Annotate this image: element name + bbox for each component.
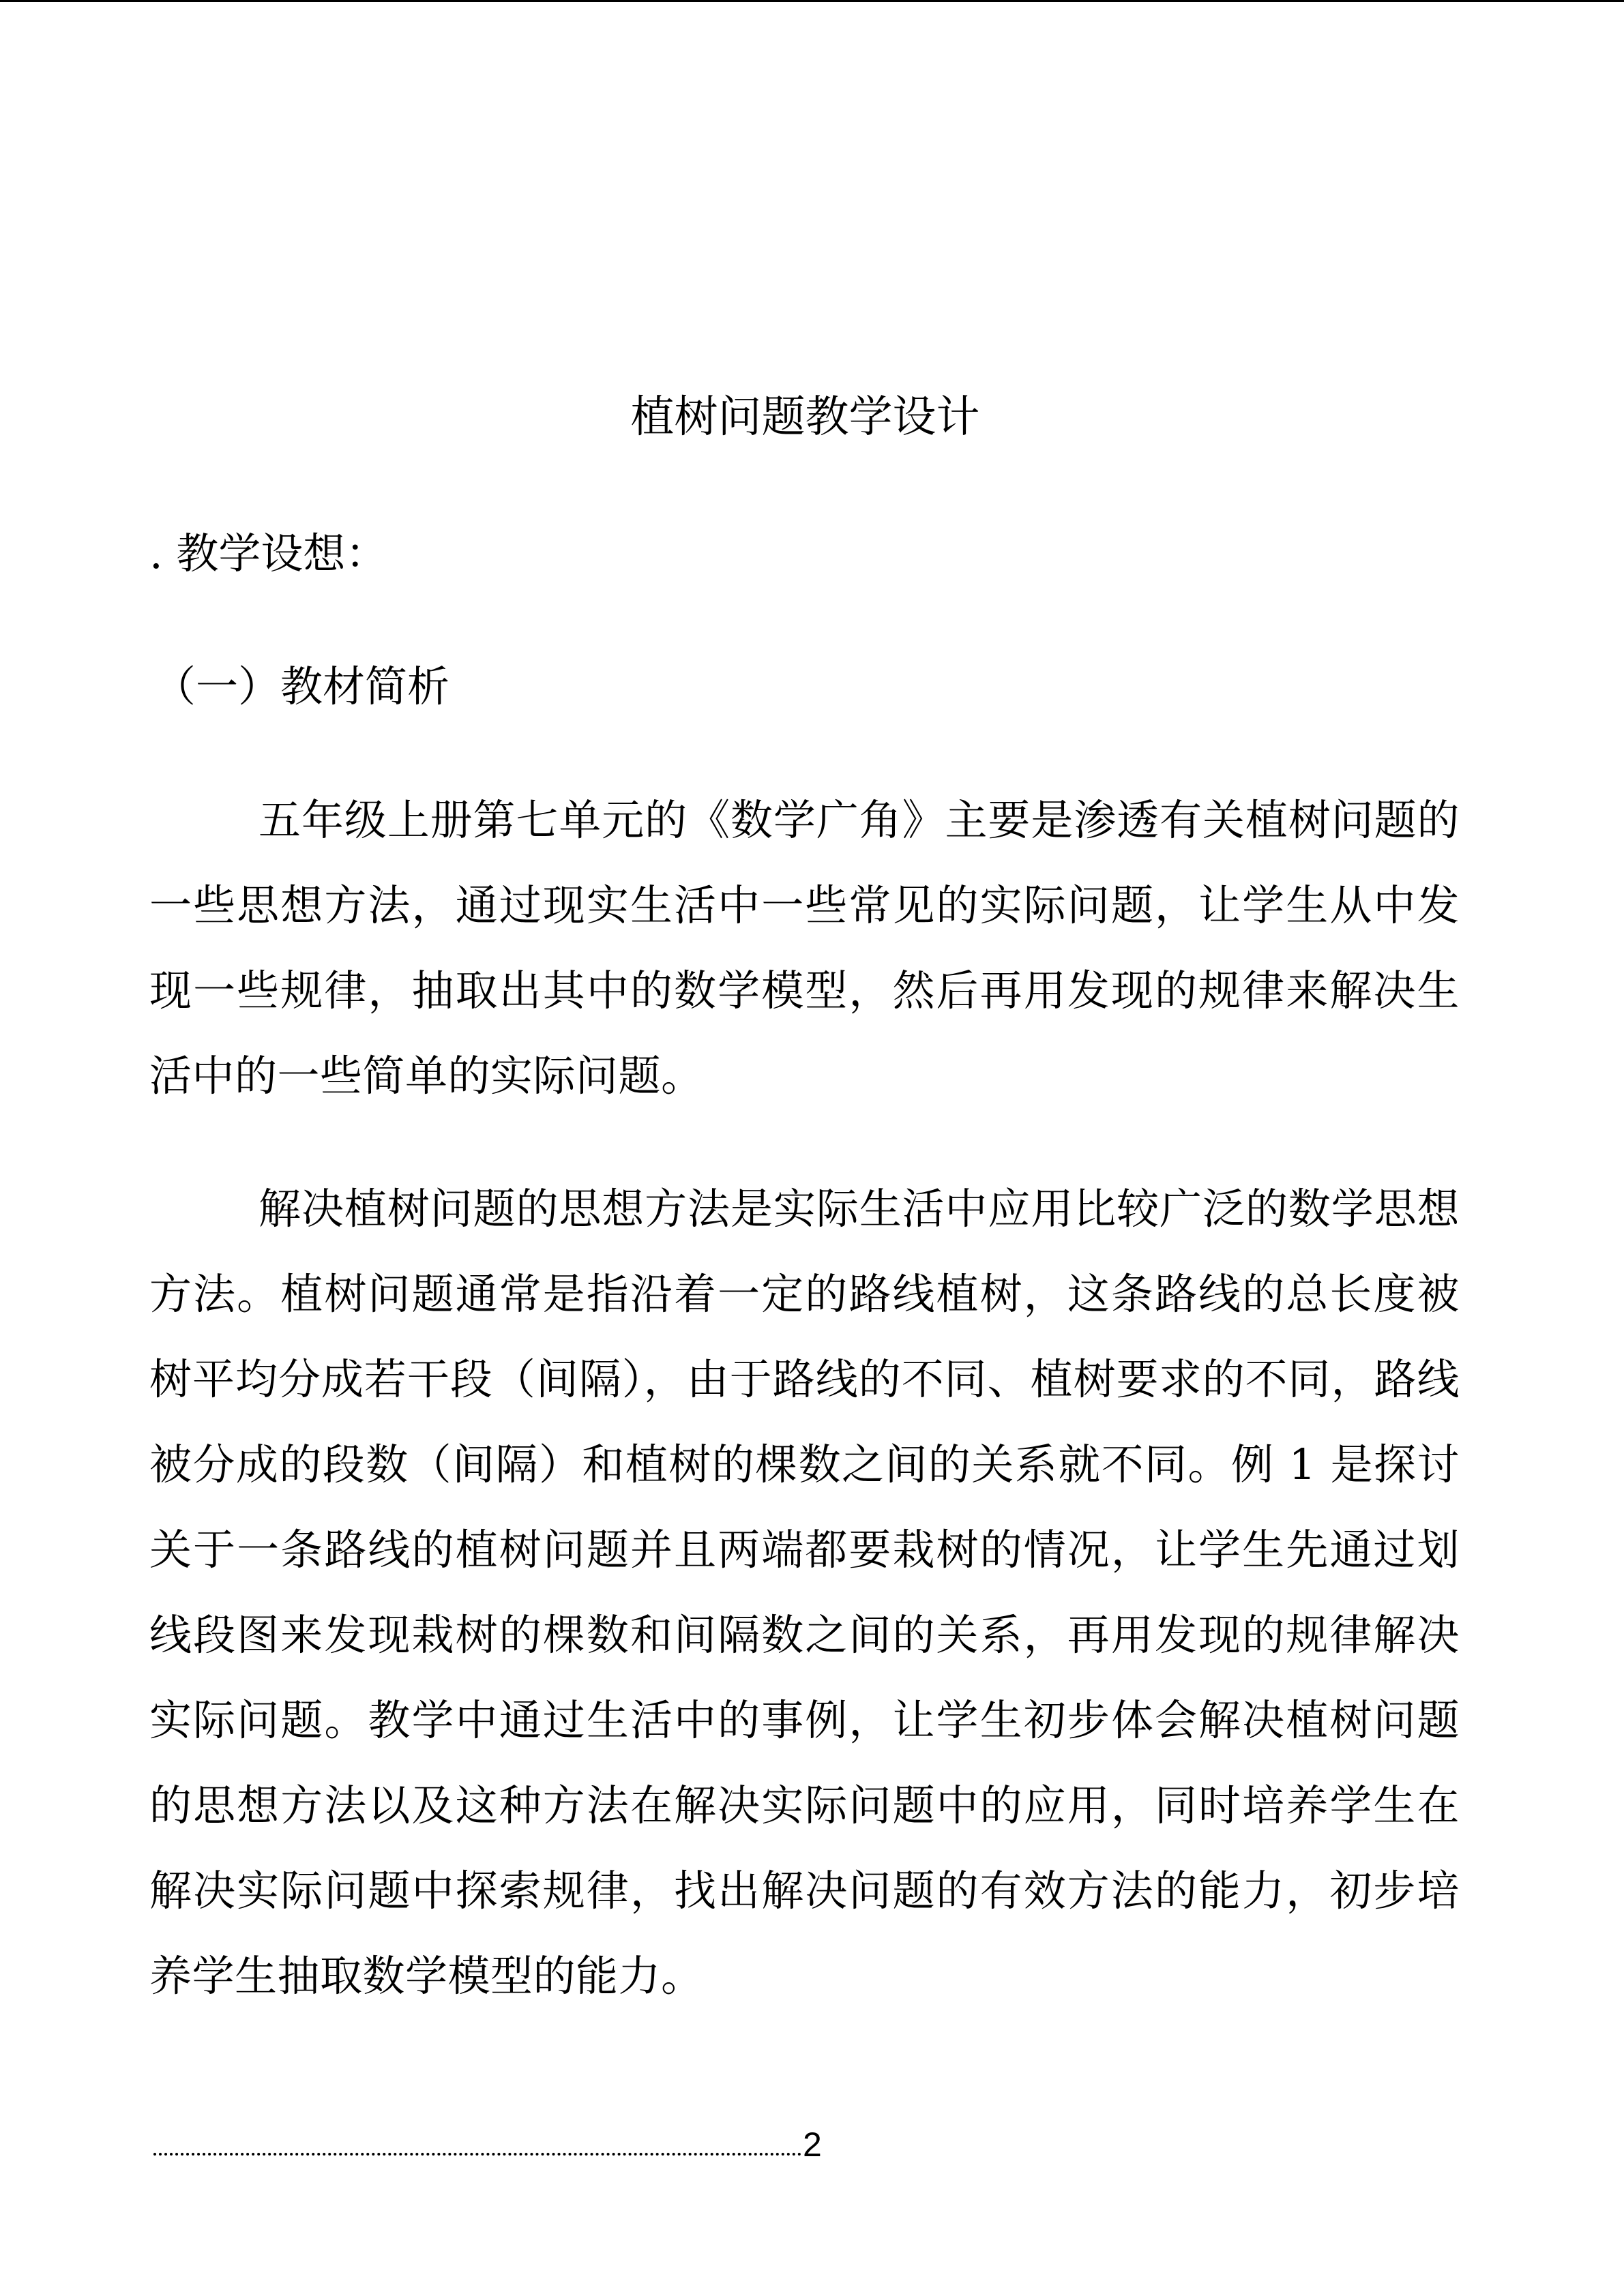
- section-heading-teaching-concept: . 教学设想：: [149, 528, 388, 578]
- paragraph-1: 五年级上册第七单元的《数学广角》主要是渗透有关植树问题的一些思想方法，通过现实生活中一些常见的实际问题，让学生从中发现一些规律，抽取出其中的数学模型，然后再用发现的规律来解决生活中的一些简单的实际问题。: [149, 795, 1460, 1101]
- page-number: 2: [803, 2126, 822, 2164]
- dotted-leader: [153, 2153, 801, 2156]
- document-title: 植树问题教学设计: [630, 392, 980, 443]
- paragraph-2: 解决植树问题的思想方法是实际生活中应用比较广泛的数学思想方法。植树问题通常是指沿着一定的路线植树，这条路线的总长度被树平均分成若干段（间隔），由于路线的不同、植树要求的不同，路线被分成的段数（间隔）和植树的棵数之间的关系就不同。例 1 是探讨关于一条路线的植树问题并且两端都要栽树的情况，让学生先通过划线段图来发现栽树的棵数和间隔数之间的关系，再用发现的规律解决实际问题。教学中通过生活中的事例，让学生初步体会解决植树问题的思想方法以及这种方法在解决实际问题中的应用，同时培养学生在解决实际问题中探索规律，找出解决问题的有效方法的能力，初步培养学生抽取数学模型的能力。: [149, 1184, 1460, 2001]
- document-page: [149, 0, 1460, 2296]
- subsection-heading-textbook-analysis: （一）教材简析: [153, 661, 450, 711]
- page-footer: [153, 2117, 972, 2165]
